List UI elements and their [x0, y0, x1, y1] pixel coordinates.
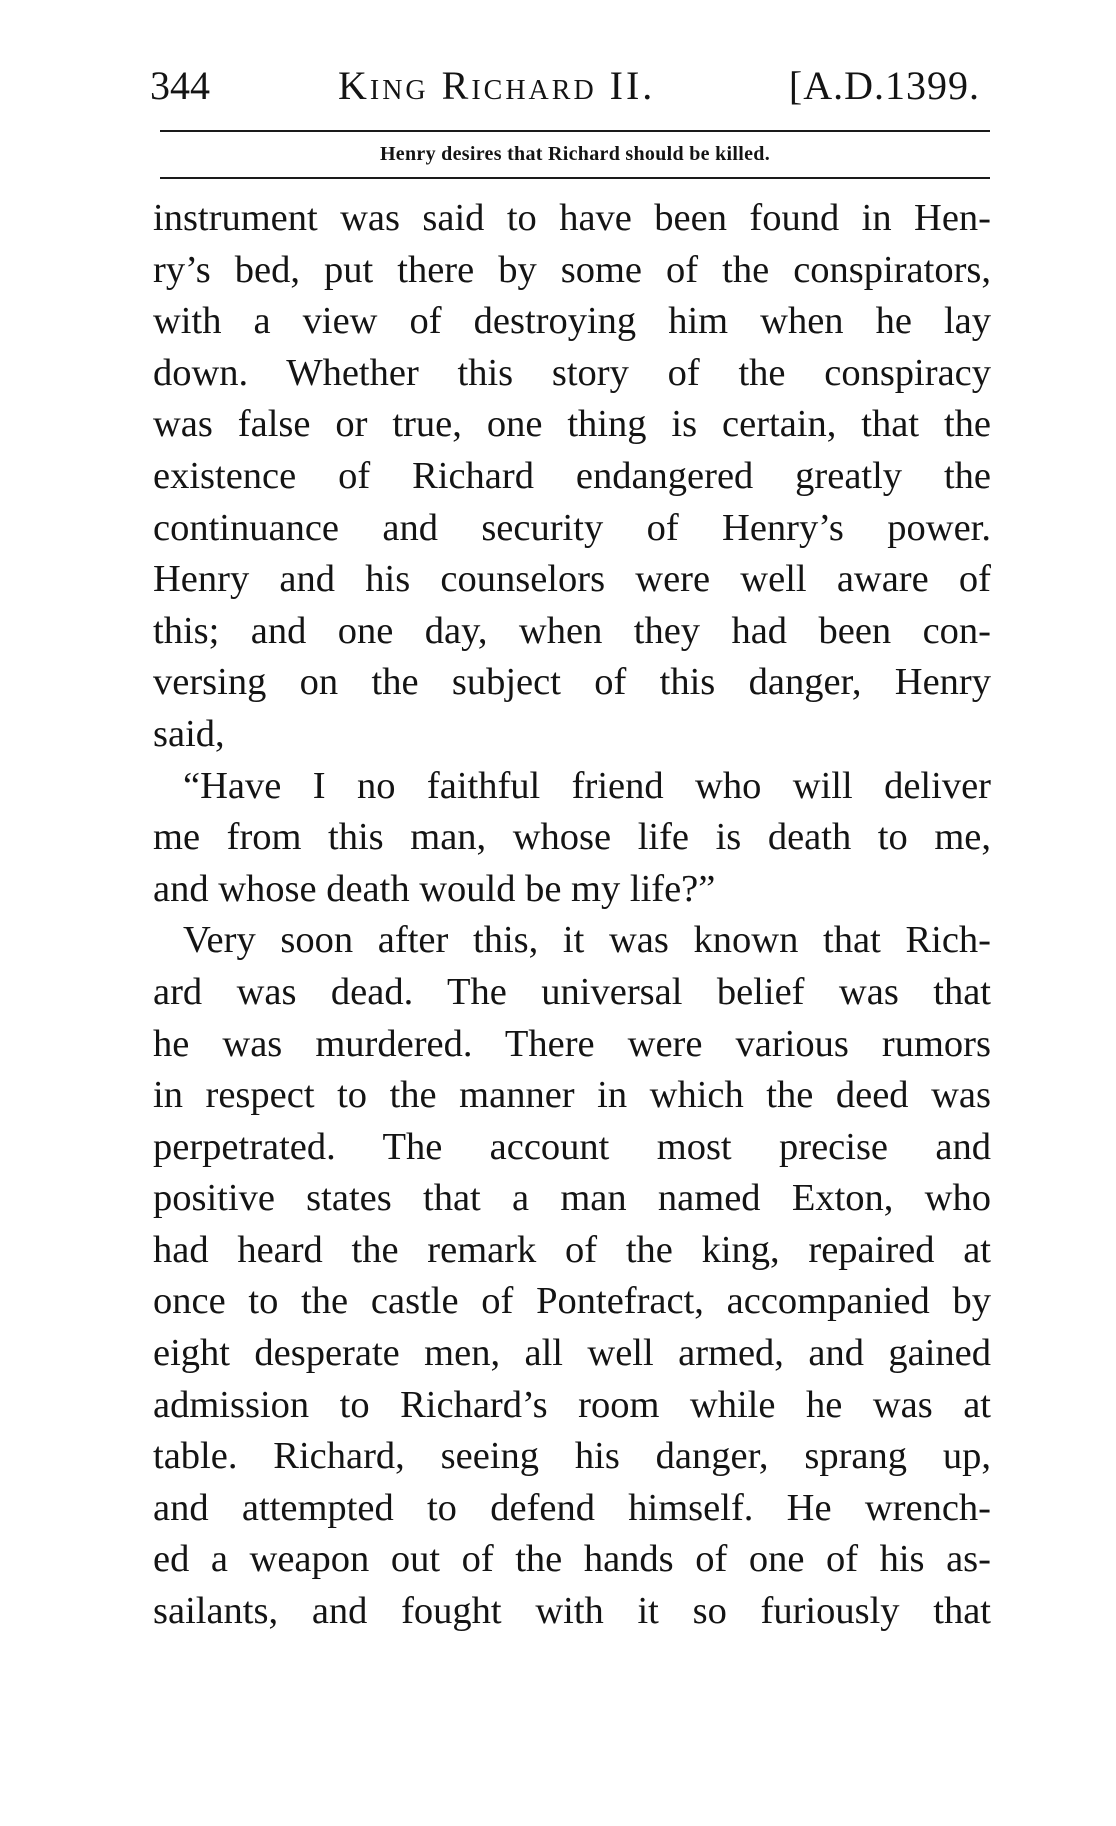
- text-line: eight desperate men, all well armed, and gained: [153, 1332, 991, 1375]
- text-line: ed a weapon out of the hands of one of his as-: [153, 1538, 991, 1581]
- text-line: Very soon after this, it was known that Rich-: [183, 919, 991, 962]
- running-title: King Richard II.: [338, 63, 656, 108]
- page-number: 344: [150, 63, 210, 108]
- header-rule-bottom: [160, 177, 990, 179]
- text-line: positive states that a man named Exton, who: [153, 1177, 991, 1220]
- text-line: had heard the remark of the king, repaired at: [153, 1228, 991, 1271]
- text-line: me from this man, whose life is death to me,: [153, 816, 991, 859]
- text-line: said,: [153, 712, 225, 755]
- running-date: [A.D.1399.: [788, 63, 980, 108]
- text-line: existence of Richard endangered greatly the: [153, 454, 991, 497]
- text-line: was false or true, one thing is certain, that the: [153, 403, 991, 446]
- text-line: once to the castle of Pontefract, accompanied by: [153, 1280, 991, 1323]
- text-line: he was murdered. There were various rumors: [153, 1022, 991, 1065]
- text-line: admission to Richard’s room while he was at: [153, 1383, 991, 1426]
- running-head: [150, 58, 980, 114]
- text-line: Henry and his counselors were well aware of: [153, 558, 991, 601]
- text-line: “Have I no faithful friend who will deliver: [183, 764, 991, 807]
- text-line: ry’s bed, put there by some of the conspirators,: [153, 248, 991, 291]
- body-text: [153, 193, 991, 1638]
- text-line: down. Whether this story of the conspiracy: [153, 351, 991, 394]
- text-line: with a view of destroying him when he lay: [153, 300, 991, 343]
- text-line: and whose death would be my life?”: [153, 867, 716, 910]
- text-line: table. Richard, seeing his danger, sprang up,: [153, 1435, 991, 1478]
- text-line: continuance and security of Henry’s power.: [153, 506, 991, 549]
- section-subhead: Henry desires that Richard should be killed.: [379, 143, 771, 165]
- text-line: this; and one day, when they had been con-: [153, 609, 991, 652]
- text-line: instrument was said to have been found in Hen-: [153, 197, 991, 239]
- text-line: sailants, and fought with it so furiously that: [153, 1590, 991, 1633]
- text-line: ard was dead. The universal belief was that: [153, 970, 991, 1013]
- text-line: versing on the subject of this danger, Henry: [153, 661, 991, 704]
- text-line: in respect to the manner in which the deed was: [153, 1074, 991, 1117]
- text-line: and attempted to defend himself. He wrench-: [153, 1486, 991, 1529]
- header-rule-top: [160, 130, 990, 132]
- text-line: perpetrated. The account most precise and: [153, 1125, 991, 1168]
